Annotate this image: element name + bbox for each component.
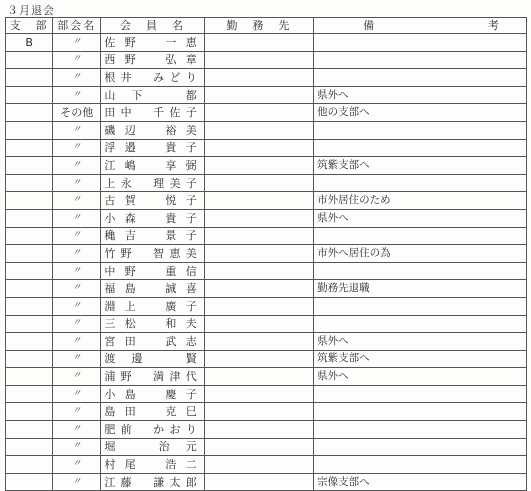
table-row	[6, 86, 527, 104]
header-workplace: 勤 務 先	[204, 18, 313, 34]
cell-member-name: 古賀 悦子	[101, 192, 204, 210]
cell-workplace	[204, 121, 313, 139]
cell-workplace	[204, 403, 313, 421]
cell-branch	[6, 385, 53, 403]
cell-workplace	[204, 69, 313, 87]
cell-notes: 市外へ居住の為	[314, 245, 527, 263]
cell-department: 〃	[53, 69, 101, 87]
table-row	[6, 174, 527, 192]
cell-notes	[314, 421, 527, 439]
cell-notes: 筑紫支部へ	[314, 350, 527, 368]
table-body	[6, 34, 527, 491]
cell-workplace	[204, 51, 313, 69]
cell-branch	[6, 174, 53, 192]
cell-notes	[314, 34, 527, 52]
cell-department: 〃	[53, 209, 101, 227]
cell-notes	[314, 51, 527, 69]
cell-member-name: 堀 治元	[101, 438, 204, 456]
header-department: 部会名	[53, 18, 101, 34]
table-row	[6, 280, 527, 298]
cell-workplace	[204, 104, 313, 122]
cell-member-name: 三松 和夫	[101, 315, 204, 333]
header-notes-right: 考	[488, 19, 499, 32]
table-row	[6, 262, 527, 280]
cell-department: 〃	[53, 34, 101, 52]
cell-branch	[6, 86, 53, 104]
cell-notes	[314, 385, 527, 403]
cell-notes	[314, 262, 527, 280]
cell-notes	[314, 227, 527, 245]
table-row	[6, 69, 527, 87]
cell-branch	[6, 333, 53, 351]
cell-branch	[6, 104, 53, 122]
table-row	[6, 227, 527, 245]
cell-branch	[6, 315, 53, 333]
cell-workplace	[204, 192, 313, 210]
cell-department: 〃	[53, 192, 101, 210]
cell-workplace	[204, 139, 313, 157]
table-row	[6, 51, 527, 69]
cell-member-name: 穐吉 景子	[101, 227, 204, 245]
cell-branch	[6, 368, 53, 386]
cell-notes: 宗像支部へ	[314, 473, 527, 491]
table-row	[6, 157, 527, 175]
cell-branch	[6, 209, 53, 227]
cell-workplace	[204, 368, 313, 386]
cell-notes	[314, 297, 527, 315]
cell-notes	[314, 121, 527, 139]
header-branch: 支 部	[6, 18, 53, 34]
cell-branch	[6, 421, 53, 439]
cell-department: 〃	[53, 245, 101, 263]
cell-branch	[6, 456, 53, 474]
cell-member-name: 浮邉 貴子	[101, 139, 204, 157]
header-notes	[314, 18, 527, 34]
cell-member-name: 佐野 一恵	[101, 34, 204, 52]
cell-department: 〃	[53, 139, 101, 157]
cell-department: 〃	[53, 157, 101, 175]
cell-workplace	[204, 245, 313, 263]
cell-member-name: 江藤 謙太郎	[101, 473, 204, 491]
cell-member-name: 福島 誠喜	[101, 280, 204, 298]
table-row	[6, 350, 527, 368]
cell-department: 〃	[53, 51, 101, 69]
cell-notes	[314, 69, 527, 87]
cell-member-name: 磯辺 裕美	[101, 121, 204, 139]
cell-member-name: 淵上 廣子	[101, 297, 204, 315]
cell-department: 〃	[53, 385, 101, 403]
cell-branch	[6, 227, 53, 245]
cell-member-name: 島田 克巳	[101, 403, 204, 421]
cell-workplace	[204, 34, 313, 52]
cell-workplace	[204, 456, 313, 474]
cell-notes	[314, 315, 527, 333]
cell-workplace	[204, 333, 313, 351]
cell-notes: 県外へ	[314, 86, 527, 104]
cell-member-name: 中野 重信	[101, 262, 204, 280]
cell-workplace	[204, 209, 313, 227]
cell-workplace	[204, 174, 313, 192]
cell-member-name: 上永 理美子	[101, 174, 204, 192]
cell-member-name: 竹野 智恵美	[101, 245, 204, 263]
cell-member-name: 浦野 満津代	[101, 368, 204, 386]
cell-department: その他	[53, 104, 101, 122]
table-row	[6, 121, 527, 139]
table-row	[6, 368, 527, 386]
cell-branch	[6, 297, 53, 315]
table-row	[6, 385, 527, 403]
cell-member-name: 小森 貴子	[101, 209, 204, 227]
cell-branch: B	[6, 34, 53, 52]
cell-member-name: 田中 千佐子	[101, 104, 204, 122]
cell-department: 〃	[53, 227, 101, 245]
cell-department: 〃	[53, 174, 101, 192]
cell-workplace	[204, 385, 313, 403]
cell-member-name: 村尾 浩二	[101, 456, 204, 474]
table-header	[6, 18, 527, 34]
cell-branch	[6, 262, 53, 280]
cell-notes: 勤務先退職	[314, 280, 527, 298]
cell-member-name: 江嶋 享弼	[101, 157, 204, 175]
table-row	[6, 139, 527, 157]
table-row	[6, 438, 527, 456]
cell-branch	[6, 350, 53, 368]
table-row	[6, 297, 527, 315]
document-title: ３月退会	[7, 4, 55, 17]
table-row	[6, 192, 527, 210]
cell-member-name: 山下 都	[101, 86, 204, 104]
cell-notes: 県外へ	[314, 333, 527, 351]
cell-department: 〃	[53, 315, 101, 333]
cell-member-name: 西野 弘章	[101, 51, 204, 69]
cell-workplace	[204, 280, 313, 298]
table-row	[6, 456, 527, 474]
cell-member-name: 肥前 かおり	[101, 421, 204, 439]
cell-member-name: 宮田 武志	[101, 333, 204, 351]
table-row	[6, 333, 527, 351]
cell-notes: 県外へ	[314, 368, 527, 386]
table-row	[6, 421, 527, 439]
cell-notes: 筑紫支部へ	[314, 157, 527, 175]
header-member-name: 会 員 名	[101, 18, 204, 34]
cell-notes	[314, 139, 527, 157]
cell-notes	[314, 438, 527, 456]
cell-workplace	[204, 438, 313, 456]
cell-branch	[6, 245, 53, 263]
cell-workplace	[204, 315, 313, 333]
table-row	[6, 473, 527, 491]
cell-department: 〃	[53, 473, 101, 491]
cell-workplace	[204, 297, 313, 315]
header-notes-left: 備	[363, 19, 375, 32]
cell-member-name: 根井 みどり	[101, 69, 204, 87]
cell-member-name: 小島 慶子	[101, 385, 204, 403]
cell-department: 〃	[53, 350, 101, 368]
cell-workplace	[204, 473, 313, 491]
cell-department: 〃	[53, 262, 101, 280]
table-row	[6, 34, 527, 52]
cell-workplace	[204, 262, 313, 280]
cell-department: 〃	[53, 438, 101, 456]
cell-branch	[6, 139, 53, 157]
cell-workplace	[204, 421, 313, 439]
cell-branch	[6, 69, 53, 87]
cell-notes	[314, 403, 527, 421]
cell-branch	[6, 192, 53, 210]
cell-notes: 市外居住のため	[314, 192, 527, 210]
cell-branch	[6, 121, 53, 139]
cell-department: 〃	[53, 333, 101, 351]
header-notes-label	[317, 18, 523, 33]
cell-member-name: 渡邊 賢	[101, 350, 204, 368]
cell-workplace	[204, 157, 313, 175]
cell-branch	[6, 51, 53, 69]
cell-notes: 他の支部へ	[314, 104, 527, 122]
cell-department: 〃	[53, 421, 101, 439]
cell-department: 〃	[53, 121, 101, 139]
cell-department: 〃	[53, 297, 101, 315]
cell-branch	[6, 403, 53, 421]
cell-department: 〃	[53, 280, 101, 298]
cell-workplace	[204, 227, 313, 245]
cell-department: 〃	[53, 86, 101, 104]
cell-notes	[314, 456, 527, 474]
cell-workplace	[204, 350, 313, 368]
cell-branch	[6, 473, 53, 491]
cell-notes: 県外へ	[314, 209, 527, 227]
cell-notes	[314, 174, 527, 192]
cell-department: 〃	[53, 403, 101, 421]
table-row	[6, 209, 527, 227]
table-row	[6, 104, 527, 122]
cell-workplace	[204, 86, 313, 104]
cell-department: 〃	[53, 368, 101, 386]
header-row	[6, 18, 527, 34]
withdrawal-member-table	[5, 17, 527, 491]
cell-branch	[6, 438, 53, 456]
table-row	[6, 403, 527, 421]
cell-department: 〃	[53, 456, 101, 474]
table-row	[6, 245, 527, 263]
table-row	[6, 315, 527, 333]
cell-branch	[6, 280, 53, 298]
cell-branch	[6, 157, 53, 175]
